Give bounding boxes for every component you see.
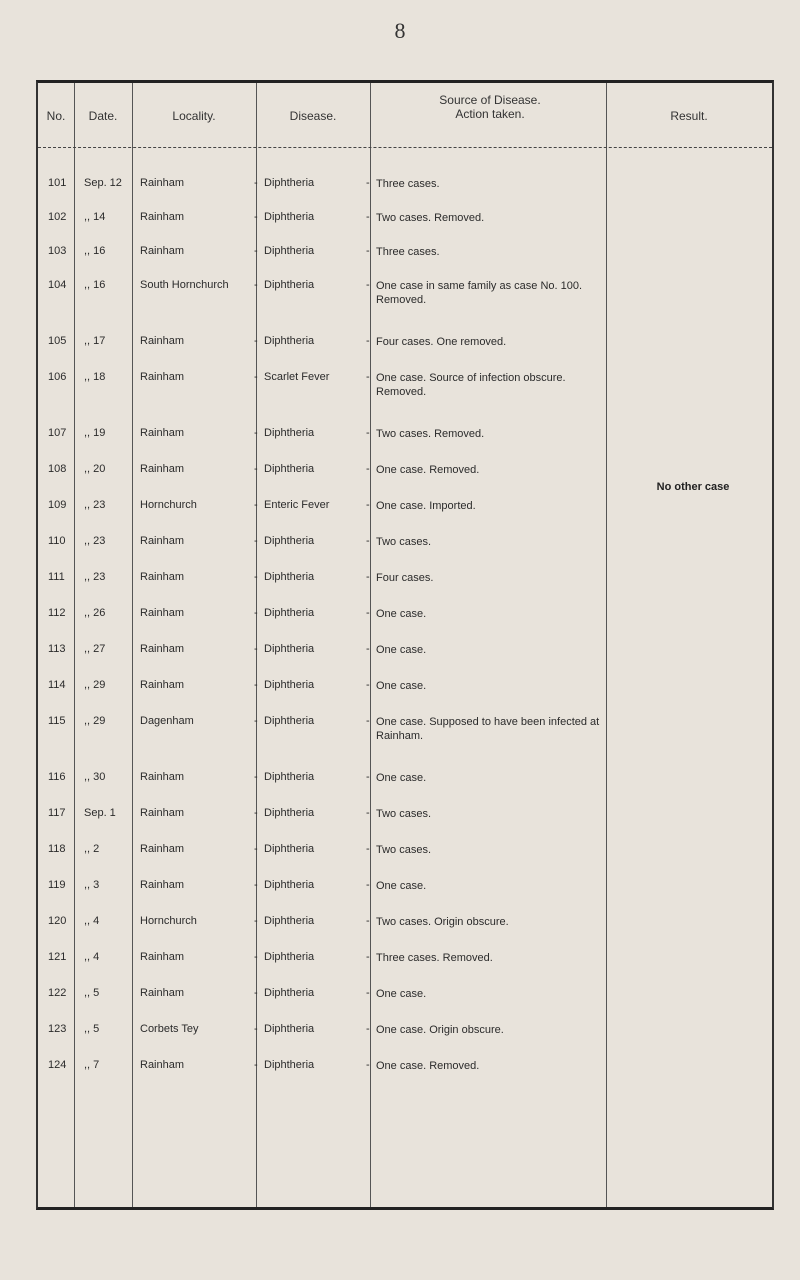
leader-dash: - — [366, 279, 370, 291]
row-disease: Diphtheria — [264, 679, 315, 691]
row-locality: Rainham — [140, 807, 185, 819]
row-locality: Rainham — [140, 535, 185, 547]
row-source: One case. Supposed to have been infected at Rainham. — [376, 716, 600, 742]
row-date: ,, 16 — [84, 279, 106, 291]
row-date: ,, 20 — [84, 463, 106, 475]
row-disease: Diphtheria — [264, 951, 315, 963]
row-date: ,, 4 — [84, 951, 100, 963]
row-disease: Diphtheria — [264, 807, 315, 819]
row-source: Two cases. — [376, 808, 432, 820]
row-date: ,, 16 — [84, 245, 106, 257]
row-disease: Diphtheria — [264, 279, 315, 291]
row-number: 122 — [48, 987, 67, 999]
leader-dash: - — [366, 987, 370, 999]
leader-dash: - — [254, 211, 258, 223]
leader-dash: - — [366, 1059, 370, 1071]
row-number: 110 — [48, 535, 66, 547]
row-disease: Diphtheria — [264, 211, 315, 223]
row-source: One case. Imported. — [376, 500, 476, 512]
leader-dash: - — [254, 1059, 258, 1071]
row-date: ,, 5 — [84, 1023, 100, 1035]
row-number: 104 — [48, 279, 67, 291]
header-rule — [38, 147, 772, 148]
row-locality: Hornchurch — [140, 915, 197, 927]
row-number: 103 — [48, 245, 67, 257]
row-locality: Rainham — [140, 679, 185, 691]
header-result: Result. — [670, 109, 708, 123]
row-source: One case. — [376, 644, 427, 656]
leader-dash: - — [366, 715, 370, 727]
leader-dash: - — [254, 679, 258, 691]
row-source: One case. — [376, 988, 427, 1000]
leader-dash: - — [254, 607, 258, 619]
leader-dash: - — [254, 427, 258, 439]
leader-dash: - — [254, 987, 258, 999]
row-number: 101 — [48, 177, 67, 189]
leader-dash: - — [254, 1023, 258, 1035]
row-disease: Diphtheria — [264, 715, 315, 727]
row-number: 123 — [48, 1023, 67, 1035]
leader-dash: - — [254, 643, 258, 655]
row-source: One case. Removed. — [376, 1060, 480, 1072]
row-source: Four cases. One removed. — [376, 336, 507, 348]
row-number: 113 — [48, 643, 66, 655]
row-disease: Diphtheria — [264, 535, 315, 547]
leader-dash: - — [366, 463, 370, 475]
leader-dash: - — [366, 807, 370, 819]
row-number: 114 — [48, 679, 66, 691]
row-source: Four cases. — [376, 572, 434, 584]
row-date: ,, 29 — [84, 715, 106, 727]
row-locality: Rainham — [140, 463, 185, 475]
leader-dash: - — [366, 571, 370, 583]
leader-dash: - — [366, 499, 370, 511]
row-source: Two cases. Origin obscure. — [376, 916, 509, 928]
leader-dash: - — [366, 177, 370, 189]
leader-dash: - — [254, 915, 258, 927]
row-source: One case. Removed. — [376, 464, 480, 476]
row-source: One case. — [376, 772, 427, 784]
row-disease: Diphtheria — [264, 607, 315, 619]
row-locality: Rainham — [140, 335, 185, 347]
row-date: ,, 27 — [84, 643, 106, 655]
row-locality: Rainham — [140, 211, 185, 223]
leader-dash: - — [366, 843, 370, 855]
leader-dash: - — [366, 211, 370, 223]
column-divider — [370, 83, 371, 1207]
leader-dash: - — [366, 607, 370, 619]
leader-dash: - — [254, 771, 258, 783]
leader-dash: - — [254, 279, 258, 291]
leader-dash: - — [366, 245, 370, 257]
row-date: Sep. 1 — [84, 807, 116, 819]
leader-dash: - — [254, 335, 258, 347]
row-locality: South Hornchurch — [140, 279, 229, 291]
leader-dash: - — [254, 807, 258, 819]
row-number: 117 — [48, 807, 66, 819]
row-locality: Corbets Tey — [140, 1023, 199, 1035]
row-date: ,, 29 — [84, 679, 106, 691]
row-locality: Hornchurch — [140, 499, 197, 511]
page-number: 8 — [394, 18, 406, 43]
row-disease: Diphtheria — [264, 463, 315, 475]
leader-dash: - — [366, 371, 370, 383]
row-date: ,, 5 — [84, 987, 100, 999]
row-disease: Diphtheria — [264, 987, 315, 999]
row-disease: Diphtheria — [264, 771, 315, 783]
row-source: One case. Source of infection obscure. Removed. — [376, 372, 566, 398]
row-locality: Rainham — [140, 843, 185, 855]
row-disease: Diphtheria — [264, 1023, 315, 1035]
leader-dash: - — [254, 177, 258, 189]
row-disease: Diphtheria — [264, 177, 315, 189]
leader-dash: - — [254, 715, 258, 727]
row-date: ,, 23 — [84, 535, 106, 547]
column-divider — [132, 83, 133, 1207]
header-source: Source of Disease. Action taken. — [439, 93, 541, 121]
row-source: Two cases. Removed. — [376, 212, 485, 224]
disease-table — [36, 80, 774, 1210]
row-source: Two cases. — [376, 536, 432, 548]
row-source: Two cases. Removed. — [376, 428, 485, 440]
row-disease: Diphtheria — [264, 1059, 315, 1071]
row-number: 109 — [48, 499, 67, 511]
row-number: 115 — [48, 715, 66, 727]
header-locality: Locality. — [172, 109, 216, 123]
row-number: 106 — [48, 371, 67, 383]
row-source: One case in same family as case No. 100. Removed. — [376, 280, 583, 306]
leader-dash: - — [366, 427, 370, 439]
column-divider — [606, 83, 607, 1207]
row-locality: Rainham — [140, 427, 185, 439]
row-disease: Diphtheria — [264, 335, 315, 347]
row-source: Three cases. — [376, 178, 440, 190]
row-number: 108 — [48, 463, 67, 475]
row-date: ,, 23 — [84, 499, 106, 511]
row-disease: Diphtheria — [264, 843, 315, 855]
row-number: 119 — [48, 879, 66, 891]
row-date: ,, 23 — [84, 571, 106, 583]
leader-dash: - — [254, 535, 258, 547]
row-source: Two cases. — [376, 844, 432, 856]
row-number: 112 — [48, 607, 66, 619]
row-locality: Rainham — [140, 571, 185, 583]
row-locality: Rainham — [140, 987, 185, 999]
row-source: One case. — [376, 608, 427, 620]
leader-dash: - — [366, 535, 370, 547]
leader-dash: - — [254, 879, 258, 891]
row-locality: Rainham — [140, 607, 185, 619]
row-source: Three cases. — [376, 246, 440, 258]
leader-dash: - — [254, 499, 258, 511]
row-locality: Dagenham — [140, 715, 194, 727]
row-disease: Diphtheria — [264, 427, 315, 439]
row-date: ,, 17 — [84, 335, 106, 347]
row-number: 102 — [48, 211, 67, 223]
leader-dash: - — [366, 679, 370, 691]
row-date: Sep. 12 — [84, 177, 122, 189]
row-source: Three cases. Removed. — [376, 952, 493, 964]
row-number: 118 — [48, 843, 66, 855]
row-source: One case. — [376, 880, 427, 892]
row-date: ,, 3 — [84, 879, 100, 891]
row-disease: Enteric Fever — [264, 499, 330, 511]
row-disease: Diphtheria — [264, 571, 315, 583]
row-locality: Rainham — [140, 371, 185, 383]
leader-dash: - — [366, 643, 370, 655]
leader-dash: - — [366, 951, 370, 963]
row-date: ,, 18 — [84, 371, 106, 383]
row-number: 120 — [48, 915, 67, 927]
row-date: ,, 19 — [84, 427, 106, 439]
row-disease: Scarlet Fever — [264, 371, 330, 383]
leader-dash: - — [366, 335, 370, 347]
leader-dash: - — [366, 915, 370, 927]
leader-dash: - — [254, 245, 258, 257]
row-number: 107 — [48, 427, 67, 439]
leader-dash: - — [254, 951, 258, 963]
header-no: No. — [46, 109, 66, 123]
row-locality: Rainham — [140, 879, 185, 891]
row-locality: Rainham — [140, 951, 185, 963]
row-locality: Rainham — [140, 245, 185, 257]
header-disease: Disease. — [289, 109, 337, 123]
row-number: 111 — [48, 571, 65, 583]
row-locality: Rainham — [140, 177, 185, 189]
row-date: ,, 7 — [84, 1059, 100, 1071]
row-locality: Rainham — [140, 643, 185, 655]
leader-dash: - — [254, 571, 258, 583]
row-locality: Rainham — [140, 771, 185, 783]
row-number: 121 — [48, 951, 67, 963]
row-date: ,, 2 — [84, 843, 100, 855]
row-disease: Diphtheria — [264, 879, 315, 891]
row-date: ,, 26 — [84, 607, 106, 619]
row-number: 124 — [48, 1059, 67, 1071]
leader-dash: - — [366, 879, 370, 891]
row-number: 116 — [48, 771, 66, 783]
row-date: ,, 14 — [84, 211, 106, 223]
leader-dash: - — [366, 771, 370, 783]
column-divider — [74, 83, 75, 1207]
leader-dash: - — [254, 463, 258, 475]
row-date: ,, 30 — [84, 771, 106, 783]
leader-dash: - — [366, 1023, 370, 1035]
row-source: One case. Origin obscure. — [376, 1024, 504, 1036]
row-disease: Diphtheria — [264, 643, 315, 655]
row-number: 105 — [48, 335, 67, 347]
row-locality: Rainham — [140, 1059, 185, 1071]
row-disease: Diphtheria — [264, 915, 315, 927]
row-date: ,, 4 — [84, 915, 100, 927]
row-disease: Diphtheria — [264, 245, 315, 257]
result-note: No other case — [656, 481, 730, 493]
leader-dash: - — [254, 371, 258, 383]
leader-dash: - — [254, 843, 258, 855]
row-source: One case. — [376, 680, 427, 692]
header-date: Date. — [88, 109, 118, 123]
